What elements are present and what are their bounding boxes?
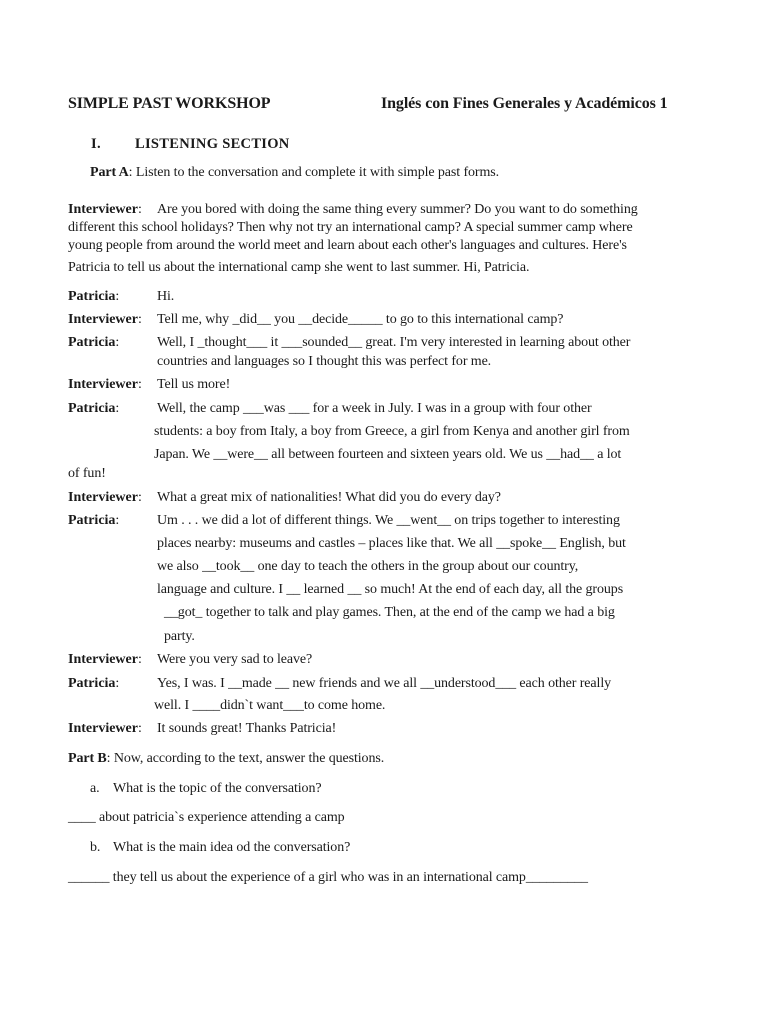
course-title: Inglés con Fines Generales y Académicos 1	[381, 95, 668, 112]
dialogue-line: students: a boy from Italy, a boy from Greece, a girl from Kenya and another girl from	[154, 424, 630, 439]
dialogue-line: Yes, I was. I __made __ new friends and we all __understood___ each other really	[157, 676, 612, 691]
dialogue-line: we also __took__ one day to teach the others in the group about our country,	[157, 559, 579, 574]
part-b-label: Part B	[68, 751, 107, 766]
question-text: What is the topic of the conversation?	[113, 781, 322, 796]
speaker-label: Interviewer:	[68, 202, 142, 217]
dialogue-line: language and culture. I __ learned __ so much! At the end of each day, all the groups	[157, 582, 624, 597]
dialogue-line: Well, I _thought___ it ___sounded__ great. I'm very interested in learning about other	[157, 335, 631, 350]
speaker-label: Patricia:	[68, 676, 120, 691]
section-title: LISTENING SECTION	[135, 136, 290, 152]
dialogue-line: Were you very sad to leave?	[157, 652, 313, 667]
speaker-label: Interviewer:	[68, 652, 142, 667]
speaker-label: Interviewer:	[68, 312, 142, 327]
speaker-label: Patricia:	[68, 335, 120, 350]
question-text: What is the main idea od the conversation?	[113, 840, 351, 855]
dialogue-line: countries and languages so I thought this was perfect for me.	[157, 354, 492, 369]
dialogue-line: Well, the camp ___was ___ for a week in July. I was in a group with four other	[157, 401, 592, 416]
part-a-label: Part A	[90, 165, 129, 180]
dialogue-line: What a great mix of nationalities! What did you do every day?	[157, 490, 501, 505]
speaker-label: Interviewer:	[68, 721, 142, 736]
speaker-label: Patricia:	[68, 289, 120, 304]
worksheet-title: SIMPLE PAST WORKSHOP	[68, 95, 271, 112]
speaker-label: Patricia:	[68, 513, 120, 528]
part-a-instruction	[90, 164, 499, 182]
part-a-text: : Listen to the conversation and complete it with simple past forms.	[128, 165, 500, 180]
dialogue-line: well. I ____didn`t want___to come home.	[154, 698, 386, 713]
dialogue-line: Tell us more!	[157, 377, 231, 392]
speaker-label: Interviewer:	[68, 377, 142, 392]
part-b-instruction	[68, 750, 384, 768]
dialogue-line: places nearby: museums and castles – places like that. We all __spoke__ English, but	[157, 536, 626, 551]
dialogue-line: Are you bored with doing the same thing every summer? Do you want to do something	[157, 202, 638, 217]
dialogue-line: of fun!	[68, 466, 106, 481]
dialogue-line: Tell me, why _did__ you __decide_____ to go to this international camp?	[157, 312, 564, 327]
dialogue-line: Um . . . we did a lot of different things. We __went__ on trips together to interesting	[157, 513, 620, 528]
answer-text: ______ they tell us about the experience of a girl who was in an international camp_________	[68, 870, 588, 885]
dialogue-line: Japan. We __were__ all between fourteen and sixteen years old. We us __had__ a lot	[154, 447, 622, 462]
dialogue-line: __got_ together to talk and play games. Then, at the end of the camp we had a big	[164, 605, 615, 620]
speaker-label: Interviewer:	[68, 490, 142, 505]
dialogue-line: different this school holidays? Then why not try an international camp? A special summer camp where	[68, 220, 633, 235]
dialogue-line: Patricia to tell us about the international camp she went to last summer. Hi, Patricia.	[68, 260, 530, 275]
answer-text: ____ about patricia`s experience attending a camp	[68, 810, 345, 825]
speaker-label: Patricia:	[68, 401, 120, 416]
section-number: I.	[91, 136, 101, 152]
dialogue-line: Hi.	[157, 289, 175, 304]
dialogue-line: party.	[164, 629, 195, 644]
question-letter: b.	[90, 840, 101, 855]
dialogue-line: young people from around the world meet and learn about each other's languages and cultures. Here's	[68, 238, 627, 253]
question-letter: a.	[90, 781, 100, 796]
part-b-text: : Now, according to the text, answer the questions.	[106, 751, 385, 766]
dialogue-line: It sounds great! Thanks Patricia!	[157, 721, 337, 736]
